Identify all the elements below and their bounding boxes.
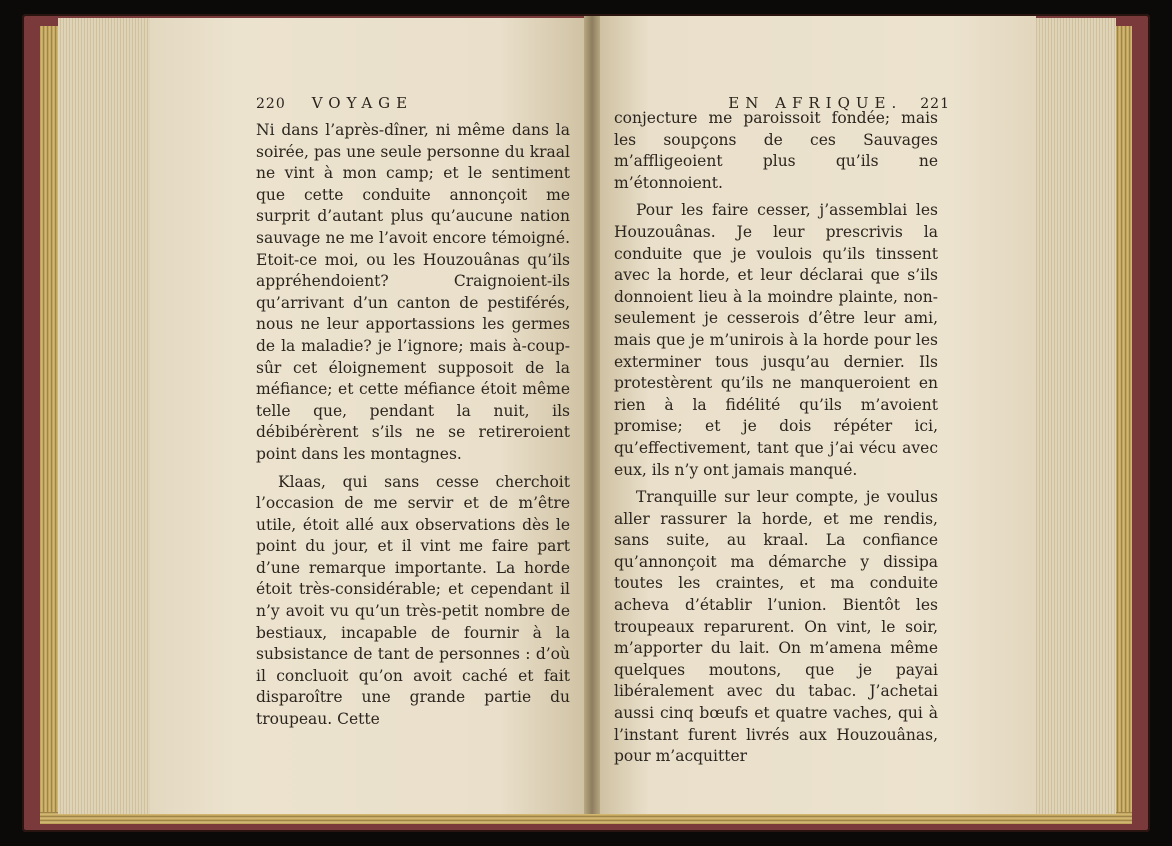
page-stack-right — [1034, 18, 1116, 814]
right-page-number: 221 — [920, 96, 950, 112]
paragraph: conjecture me paroissoit fondée; mais les soupçons de ces Sauvages m’affligeoient plus qu’ils ne m’étonnoient. — [614, 109, 938, 192]
page-stack-left — [58, 18, 154, 814]
paragraph: Klaas, qui sans cesse cherchoit l’occasion de me servir et de m’être utile, étoit allé aux observations dès le point du jour, et il vint me faire part d’une remarque importante. La horde étoit très-considérable; et cependant il n’y avoit vu qu’un très-petit nombre de bestiaux, incapable de fournir à la subsistance de tant de personnes : d’où il concluoit qu’on avoit caché et fait disparoître une grande partie du troupeau. Cette — [256, 472, 570, 729]
gilt-edge-left — [40, 26, 58, 822]
left-running-title: VOYAGE — [311, 94, 414, 112]
paragraph: Ni dans l’après-dîner, ni même dans la soirée, pas une seule personne du kraal ne vint à mon camp; et le sentiment que cette conduite annonçoit me surprit d’autant plus qu’aucune nation sauvage ne me l’avoit encore témoigné. Etoit-ce moi, ou les Houzouânas qu’ils appréhendoient? Craignoient-ils qu’arrivant d’un canton de pestiférés, nous ne leur apportassions les germes de la maladie? je l’ignore; mais à-coup-sûr cet éloignement supposoit de la méfiance; et cette méfiance étoit même telle que, pendant la nuit, ils débibérèrent s’ils ne se retireroient point dans les montagnes. — [256, 121, 570, 463]
paragraph: Pour les faire cesser, j’assemblai les Houzouânas. Je leur prescrivis la conduite que je voulois qu’ils tinssent avec la horde, et leur déclarai que s’ils donnoient lieu à la moindre plainte, non-seulement je cesserois d’être leur ami, mais que je m’unirois à la horde pour les exterminer tous jusqu’au dernier. Ils protestèrent qu’ils ne manqueroient en rien à la fidélité qu’ils m’avoient promise; et je dois répéter ici, qu’effectivement, tant que j’ai vécu avec eux, ils n’y ont jamais manqué. — [614, 201, 938, 479]
left-running-head — [256, 94, 556, 116]
left-page-number: 220 — [256, 96, 286, 112]
paragraph: Tranquille sur leur compte, je voulus aller rassurer la horde, et me rendis, sans suite, au kraal. La confiance qu’annonçoit ma démarche y dissipa toutes les craintes, et ma conduite acheva d’établir l’union. Bientôt les troupeaux reparurent. On vint, le soir, m’apporter du lait. On m’amena même quelques moutons, que je payai libéralement avec du tabac. J’achetai aussi cinq bœufs et quatre vaches, qui à l’instant furent livrés aux Houzouânas, pour m’acquitter — [614, 488, 938, 766]
book-gutter — [584, 16, 600, 814]
right-page-text — [614, 108, 938, 768]
right-running-title: EN AFRIQUE. — [728, 94, 903, 112]
gilt-edge-right — [1114, 26, 1132, 822]
left-page-text — [256, 120, 570, 731]
